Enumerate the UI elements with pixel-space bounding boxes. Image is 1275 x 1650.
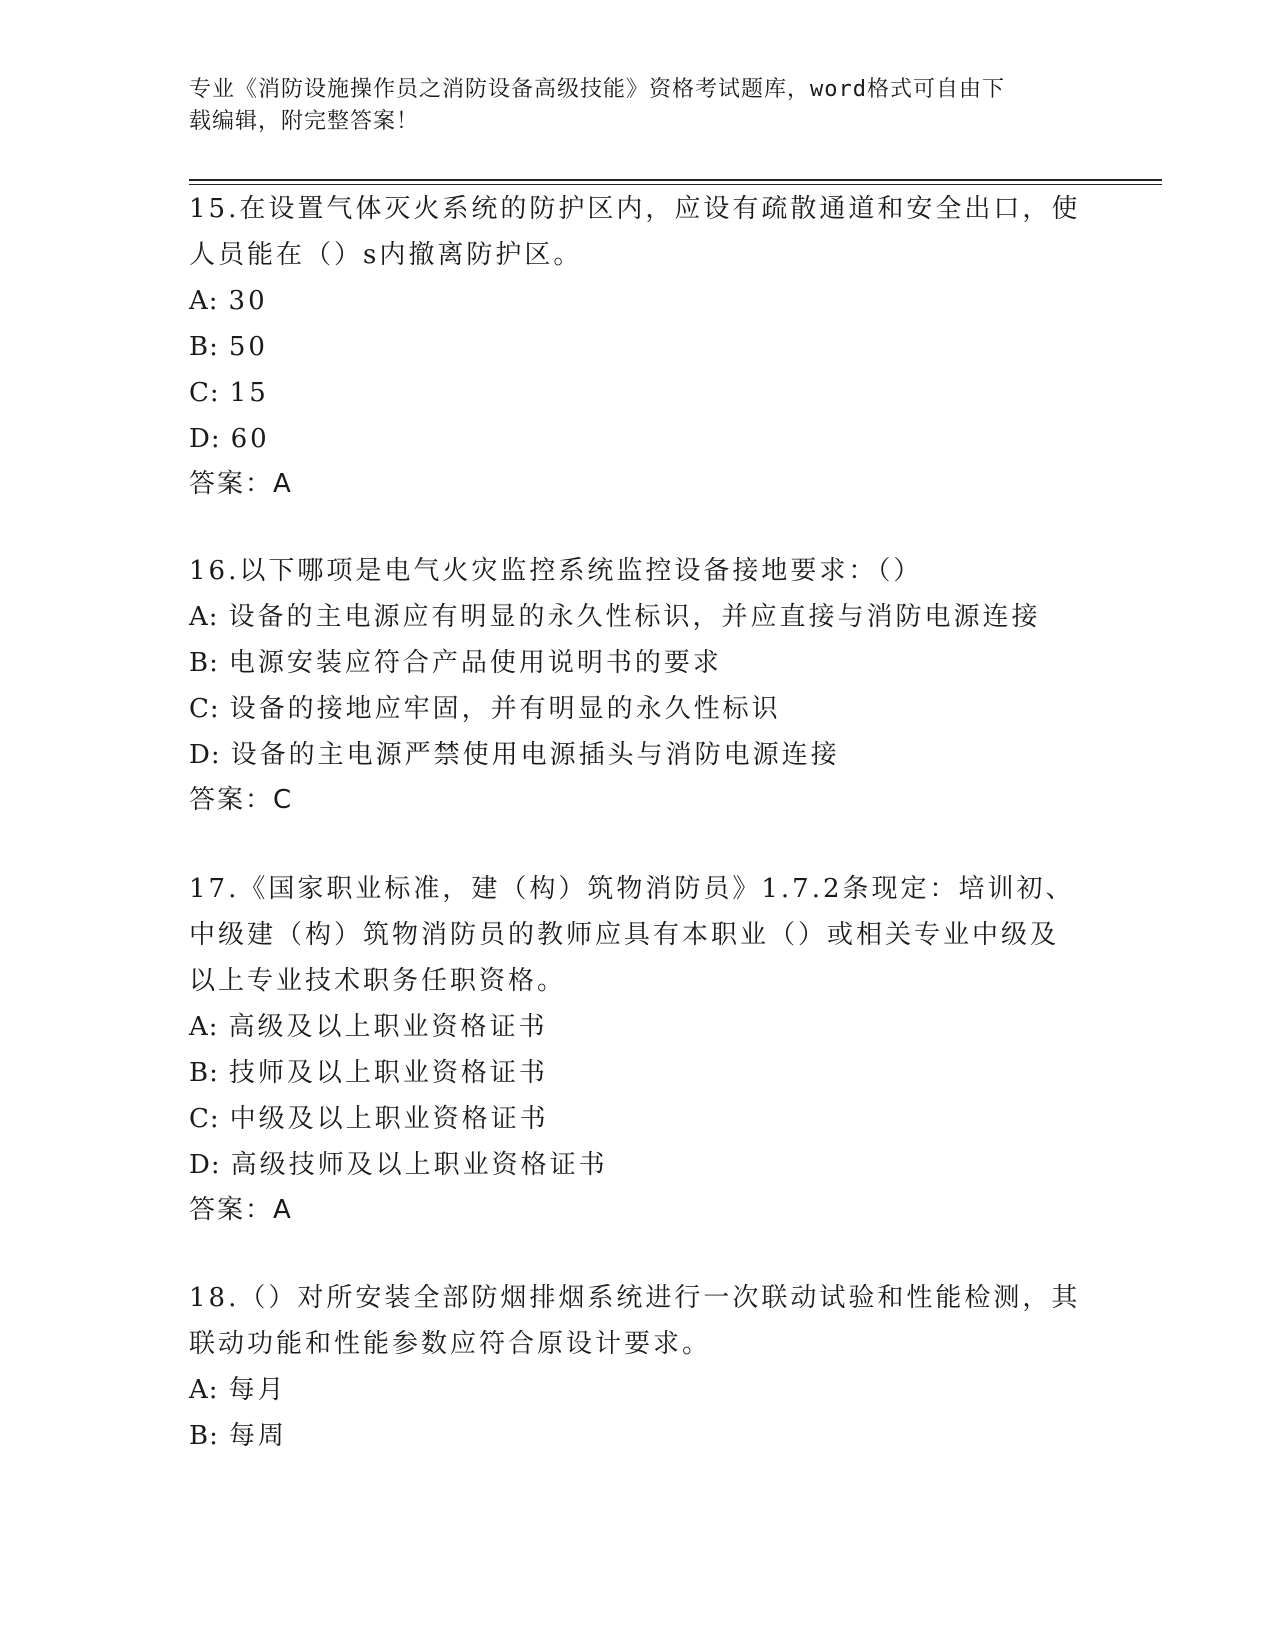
option-b [189, 1050, 1089, 1096]
question-18 [189, 1275, 1089, 1459]
question-stem-line: 18.（）对所安装全部防烟排烟系统进行一次联动试验和性能检测，其 [189, 1283, 1081, 1313]
option-letter: C: [189, 1104, 220, 1134]
option-text: 50 [228, 332, 268, 362]
document-header [189, 74, 1089, 138]
answer-label: 答案：A [189, 469, 293, 499]
option-text: 15 [229, 378, 269, 408]
option-b [189, 1413, 1089, 1459]
option-text: 高级技师及以上职业资格证书 [230, 1150, 608, 1180]
header-divider-thin [189, 184, 1162, 185]
option-text: 电源安装应符合产品使用说明书的要求 [228, 648, 722, 678]
option-a [189, 278, 1089, 324]
option-b [189, 324, 1089, 370]
option-text: 设备的接地应牢固，并有明显的永久性标识 [229, 694, 781, 724]
question-stem-line: 15.在设置气体灭火系统的防护区内，应设有疏散通道和安全出口，使 [189, 194, 1081, 224]
option-letter: B: [189, 1421, 219, 1451]
option-text: 每月 [228, 1375, 287, 1405]
option-a [189, 594, 1089, 640]
question-stem-line: 17.《国家职业标准，建（构）筑物消防员》1.7.2条现定：培训初、 [189, 874, 1075, 904]
option-letter: A: [189, 1375, 219, 1405]
question-stem-line: 联动功能和性能参数应符合原设计要求。 [189, 1329, 712, 1359]
option-d [189, 1142, 1089, 1188]
option-text: 中级及以上职业资格证书 [229, 1104, 549, 1134]
option-b [189, 640, 1089, 686]
header-line-1: 专业《消防设施操作员之消防设备高级技能》资格考试题库，word格式可自由下 [189, 77, 1005, 102]
option-a [189, 1367, 1089, 1413]
question-16 [189, 548, 1089, 822]
question-17 [189, 866, 1089, 1232]
option-letter: C: [189, 378, 220, 408]
option-text: 技师及以上职业资格证书 [228, 1058, 548, 1088]
option-letter: A: [189, 1012, 219, 1042]
option-text: 60 [230, 424, 270, 454]
option-text: 每周 [228, 1421, 287, 1451]
option-text: 设备的主电源严禁使用电源插头与消防电源连接 [230, 740, 840, 770]
option-letter: C: [189, 694, 220, 724]
option-letter: A: [189, 602, 219, 632]
option-letter: B: [189, 1058, 219, 1088]
option-letter: B: [189, 648, 219, 678]
option-text: 设备的主电源应有明显的永久性标识，并应直接与消防电源连接 [228, 602, 1041, 632]
option-a [189, 1004, 1089, 1050]
answer-label: 答案：C [189, 785, 294, 815]
option-letter: D: [189, 740, 221, 770]
option-text: 30 [228, 286, 268, 316]
option-c [189, 686, 1089, 732]
option-letter: D: [189, 424, 221, 454]
option-c [189, 370, 1089, 416]
option-d [189, 732, 1089, 778]
question-15 [189, 186, 1089, 506]
option-letter: A: [189, 286, 219, 316]
answer-label: 答案：A [189, 1195, 293, 1225]
option-letter: B: [189, 332, 219, 362]
option-d [189, 416, 1089, 462]
question-stem-line: 以上专业技术职务任职资格。 [189, 966, 567, 996]
question-stem-line: 16.以下哪项是电气火灾监控系统监控设备接地要求：（） [189, 556, 923, 586]
question-stem-line: 人员能在（）s内撤离防护区。 [189, 240, 583, 270]
question-stem-line: 中级建（构）筑物消防员的教师应具有本职业（）或相关专业中级及 [189, 920, 1060, 950]
header-line-2: 载编辑，附完整答案！ [189, 109, 420, 134]
option-c [189, 1096, 1089, 1142]
option-letter: D: [189, 1150, 221, 1180]
option-text: 高级及以上职业资格证书 [228, 1012, 548, 1042]
header-divider-thick [189, 179, 1162, 181]
